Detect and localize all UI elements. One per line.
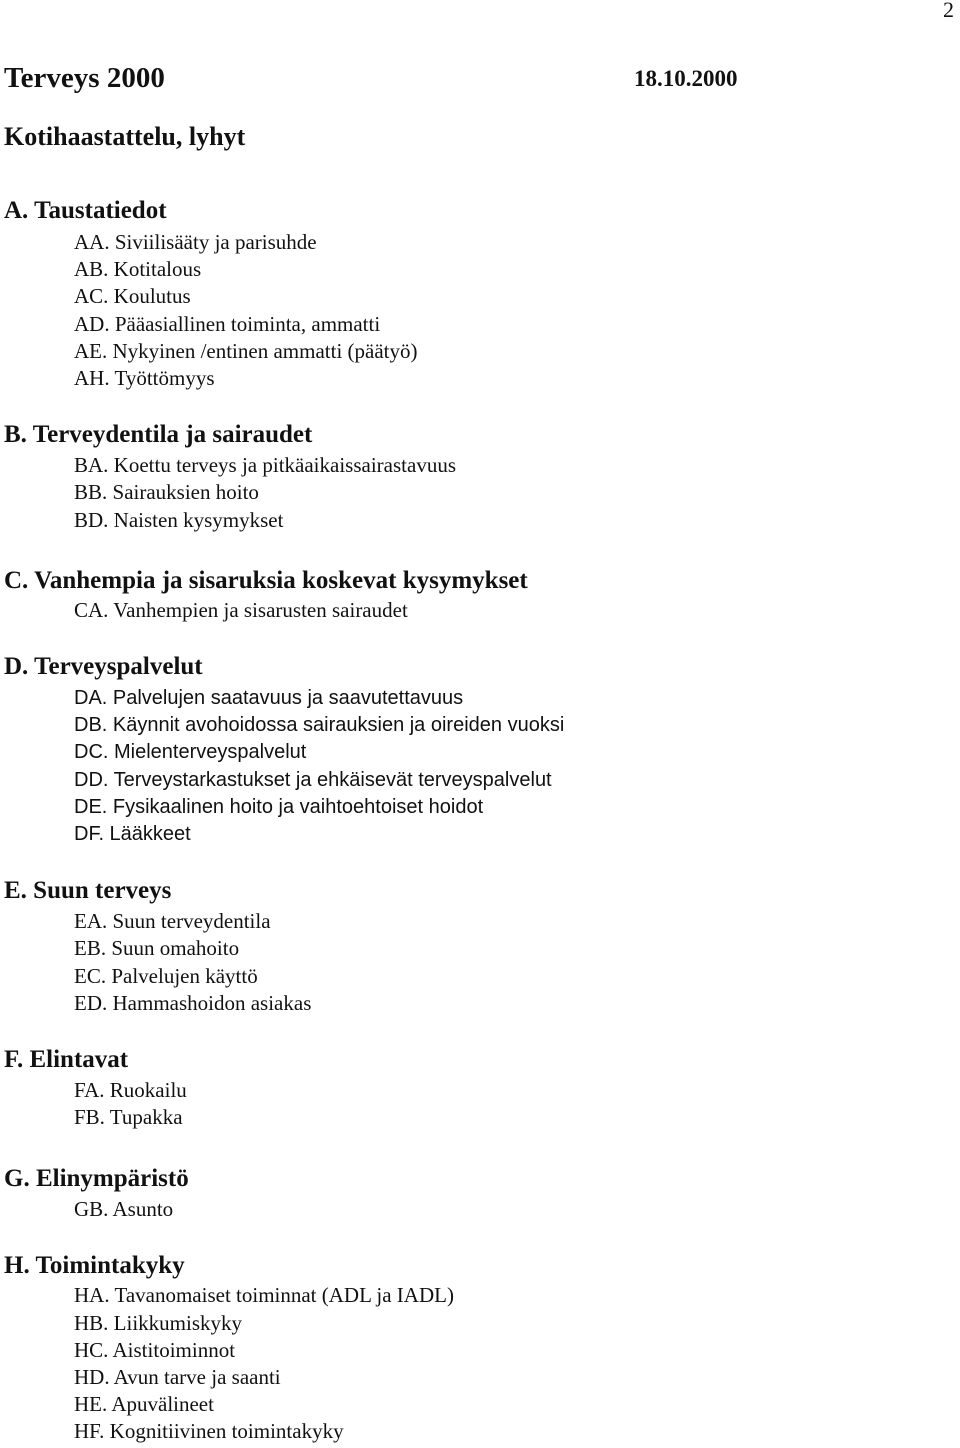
document-subtitle: Kotihaastattelu, lyhyt [4,122,246,151]
list-item: DC. Mielenterveyspalvelut [74,741,307,763]
list-item: DB. Käynnit avohoidossa sairauksien ja oireiden vuoksi [74,714,565,736]
list-item: BB. Sairauksien hoito [74,480,259,504]
list-item: BD. Naisten kysymykset [74,508,284,532]
list-item: EA. Suun terveydentila [74,909,271,933]
list-item: HE. Apuvälineet [74,1392,214,1416]
list-item: DD. Terveystarkastukset ja ehkäisevät terveyspalvelut [74,769,552,791]
list-item: HB. Liikkumiskyky [74,1311,243,1335]
list-item: FA. Ruokailu [74,1078,187,1102]
list-item: AH. Työttömyys [74,366,215,390]
list-item: CA. Vanhempien ja sisarusten sairaudet [74,598,408,622]
list-item: FB. Tupakka [74,1105,183,1129]
section-heading-d: D. Terveyspalvelut [4,653,203,680]
list-item: DF. Lääkkeet [74,823,191,845]
section-heading-e: E. Suun terveys [4,877,172,904]
page-number: 2 [943,0,954,22]
title-row [4,62,944,102]
list-item: EC. Palvelujen käyttö [74,964,258,988]
list-item: GB. Asunto [74,1197,174,1221]
list-item: ED. Hammashoidon asiakas [74,991,312,1015]
section-heading-a: A. Taustatiedot [4,197,167,224]
section-heading-g: G. Elinympäristö [4,1165,189,1192]
list-item: AA. Siviilisääty ja parisuhde [74,230,317,254]
section-heading-h: H. Toimintakyky [4,1252,185,1279]
list-item: EB. Suun omahoito [74,936,240,960]
section-heading-c: C. Vanhempia ja sisaruksia koskevat kysymykset [4,567,528,594]
list-item: AE. Nykyinen /entinen ammatti (päätyö) [74,339,418,363]
list-item: HC. Aistitoiminnot [74,1338,236,1362]
list-item: HD. Avun tarve ja saanti [74,1365,281,1389]
document-title: Terveys 2000 [4,62,165,94]
list-item: DE. Fysikaalinen hoito ja vaihtoehtoiset hoidot [74,796,484,818]
list-item: BA. Koettu terveys ja pitkäaikaissairastavuus [74,453,456,477]
list-item: AB. Kotitalous [74,257,202,281]
list-item: HA. Tavanomaiset toiminnat (ADL ja IADL) [74,1283,454,1307]
section-heading-f: F. Elintavat [4,1046,129,1073]
list-item: AD. Pääasiallinen toiminta, ammatti [74,312,381,336]
list-item: HF. Kognitiivinen toimintakyky [74,1419,344,1443]
section-heading-b: B. Terveydentila ja sairaudet [4,421,313,448]
document-date: 18.10.2000 [634,66,738,91]
list-item: DA. Palvelujen saatavuus ja saavutettavuus [74,687,464,709]
list-item: AC. Koulutus [74,284,191,308]
